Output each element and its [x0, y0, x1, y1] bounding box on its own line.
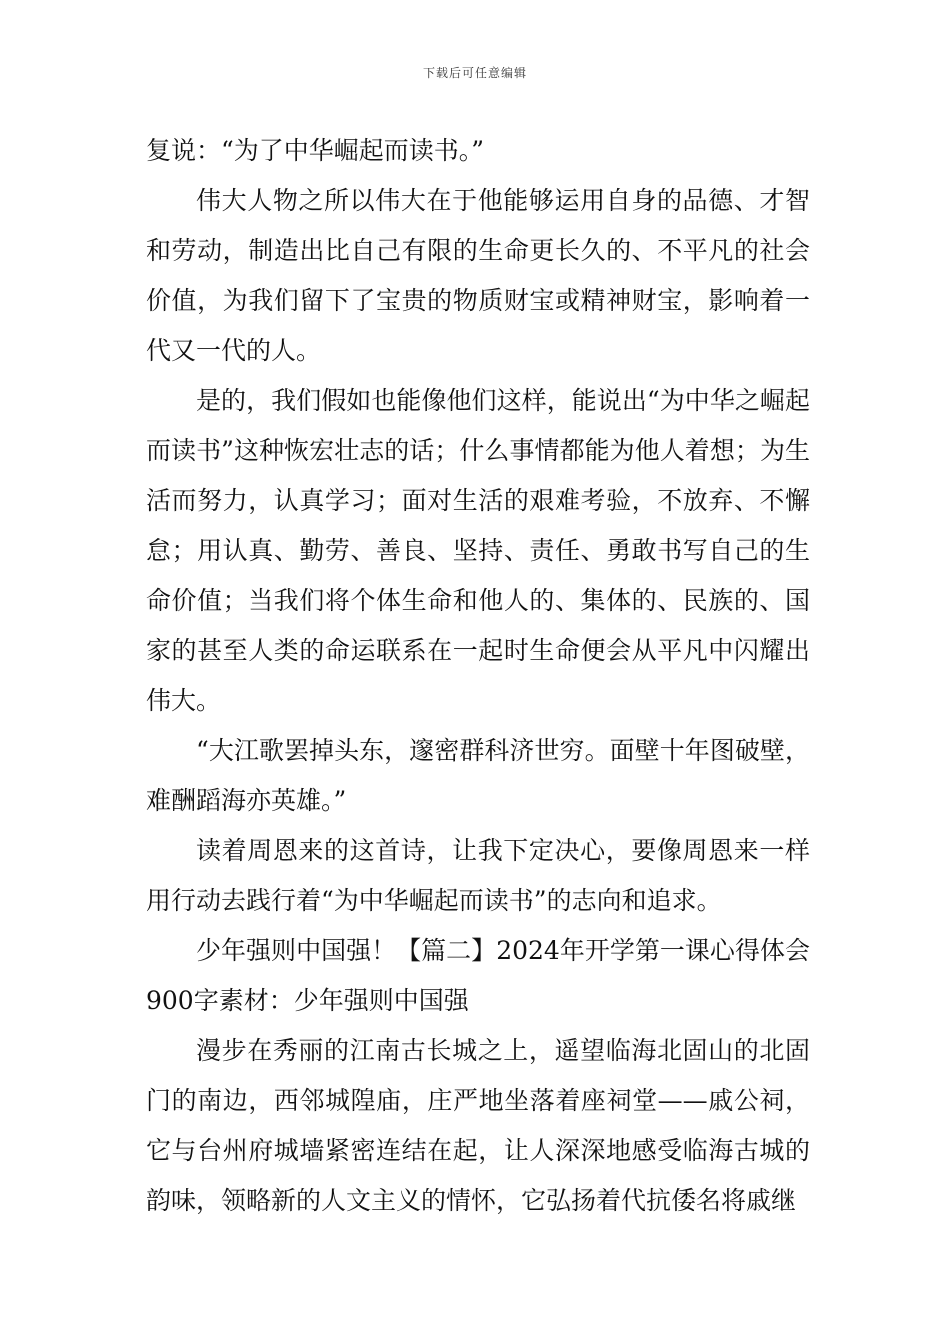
paragraph: 复说：“为了中华崛起而读书。”	[146, 136, 485, 165]
paragraph: 伟大人物之所以伟大在于他能够运用自身的品德、才智和劳动，制造出比自己有限的生命更长久的、不平凡的社会价值，为我们留下了宝贵的物质财宝或精神财宝，影响着一代又一代的人。	[146, 186, 810, 365]
paragraph: 读着周恩来的这首诗，让我下定决心，要像周恩来一样用行动去践行着“为中华崛起而读书”的志向和追求。	[146, 836, 810, 915]
paragraph: 少年强则中国强！【篇二】2024年开学第一课心得体会900字素材：少年强则中国强	[146, 936, 810, 1015]
paragraph: 是的，我们假如也能像他们这样，能说出“为中华之崛起而读书”这种恢宏壮志的话；什么事情都能为他人着想；为生活而努力，认真学习；面对生活的艰难考验，不放弃、不懈怠；用认真、勤劳、善良、坚持、责任、勇敢书写自己的生命价值；当我们将个体生命和他人的、集体的、民族的、国家的甚至人类的命运联系在一起时生命便会从平凡中闪耀出伟大。	[146, 386, 810, 715]
paragraph: 漫步在秀丽的江南古长城之上，遥望临海北固山的北固门的南边，西邻城隍庙，庄严地坐落着座祠堂——戚公祠，它与台州府城墙紧密连结在起，让人深深地感受临海古城的韵味，领略新的人文主义的情怀，它弘扬着代抗倭名将戚继	[146, 1036, 810, 1215]
paragraph: “大江歌罢掉头东，邃密群科济世穷。面壁十年图破壁，难酬蹈海亦英雄。”	[146, 736, 810, 815]
document-body	[146, 126, 810, 1226]
page-header-note: 下载后可任意编辑	[422, 66, 527, 80]
